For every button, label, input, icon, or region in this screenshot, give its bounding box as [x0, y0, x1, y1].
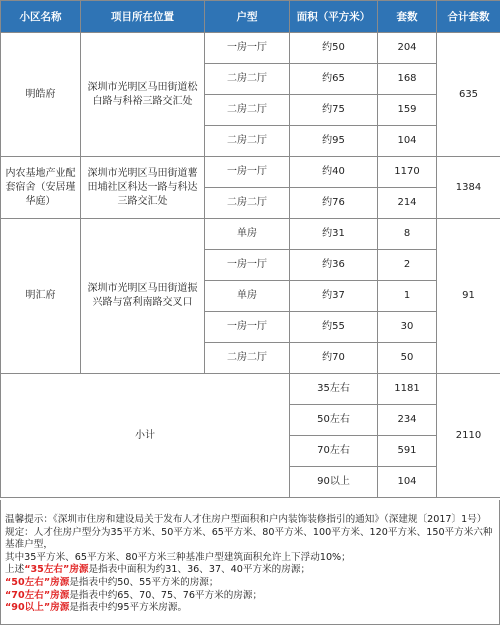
notice-line — [5, 564, 495, 577]
unit-type-cell: 一房一厅 — [205, 157, 290, 188]
area-cell: 约31 — [290, 219, 378, 250]
header-row — [1, 1, 500, 33]
subtotal-count-cell: 104 — [378, 467, 437, 498]
unit-type-cell: 一房一厅 — [205, 312, 290, 343]
count-cell: 104 — [378, 126, 437, 157]
notice-highlight: “50左右”房源 — [5, 576, 70, 588]
notice-box — [0, 500, 500, 625]
notice-line — [5, 602, 495, 615]
community-location: 深圳市光明区马田街道薯田埔社区科达一路与科达三路交汇处 — [81, 157, 205, 219]
subtotal-count-cell: 234 — [378, 405, 437, 436]
unit-type-cell: 二房二厅 — [205, 95, 290, 126]
notice-highlight: “35左右”房源 — [24, 564, 89, 576]
notice-highlight: “70左右”房源 — [5, 589, 70, 601]
subtotal-count-cell: 591 — [378, 436, 437, 467]
subtotal-area-cell: 50左右 — [290, 405, 378, 436]
notice-line — [5, 590, 495, 603]
notice-text: 是指表中面积为约31、36、37、40平方米的房源； — [88, 564, 311, 576]
notice-text: 是指表中约50、55平方米的房源； — [69, 576, 219, 588]
area-cell: 约65 — [290, 64, 378, 95]
count-cell: 30 — [378, 312, 437, 343]
community-name: 明汇府 — [1, 219, 81, 374]
count-cell: 168 — [378, 64, 437, 95]
count-cell: 1 — [378, 281, 437, 312]
table-row — [1, 157, 500, 188]
unit-type-cell: 单房 — [205, 219, 290, 250]
area-cell: 约36 — [290, 250, 378, 281]
notice-highlight: “90以上”房源 — [5, 602, 70, 614]
notice-text: 是指表中约65、70、75、76平方米的房源； — [69, 589, 263, 601]
community-location: 深圳市光明区马田街道松白路与科裕三路交汇处 — [81, 33, 205, 157]
total-cell: 635 — [437, 33, 500, 157]
count-cell: 214 — [378, 188, 437, 219]
notice-line: 其中35平方米、65平方米、80平方米三种基准户型建筑面积允许上下浮动10%； — [5, 551, 351, 563]
table-row — [1, 33, 500, 64]
subtotal-area-cell: 35左右 — [290, 374, 378, 405]
unit-type-cell: 二房二厅 — [205, 126, 290, 157]
area-cell: 约95 — [290, 126, 378, 157]
subtotal-area-cell: 90以上 — [290, 467, 378, 498]
community-name: 内农基地产业配套宿舍（安居瑾华庭） — [1, 157, 81, 219]
area-cell: 约50 — [290, 33, 378, 64]
header-total: 合计套数 — [437, 1, 500, 33]
header-area: 面积（平方米） — [290, 1, 378, 33]
count-cell: 204 — [378, 33, 437, 64]
count-cell: 50 — [378, 343, 437, 374]
notice-text: 是指表中约95平方米房源。 — [69, 602, 188, 614]
notice-line: 温馨提示：《深圳市住房和建设局关于发布人才住房户型面积和户内装饰装修指引的通知》（深建规〔2017〕1号）规定：人才住房户型分为35平方米、50平方米、65平方米、80平方米、100平方米、120平方米、150平方米六种基准户型， — [5, 514, 493, 551]
subtotal-label: 小计 — [1, 374, 290, 498]
unit-type-cell: 二房二厅 — [205, 188, 290, 219]
count-cell: 1170 — [378, 157, 437, 188]
header-location: 项目所在位置 — [81, 1, 205, 33]
subtotal-total: 2110 — [437, 374, 500, 498]
unit-type-cell: 一房一厅 — [205, 33, 290, 64]
community-name: 明皓府 — [1, 33, 81, 157]
header-count: 套数 — [378, 1, 437, 33]
area-cell: 约55 — [290, 312, 378, 343]
count-cell: 159 — [378, 95, 437, 126]
unit-type-cell: 单房 — [205, 281, 290, 312]
area-cell: 约75 — [290, 95, 378, 126]
notice-line — [5, 577, 495, 590]
community-location: 深圳市光明区马田街道振兴路与富利南路交叉口 — [81, 219, 205, 374]
unit-type-cell: 二房二厅 — [205, 64, 290, 95]
area-cell: 约70 — [290, 343, 378, 374]
total-cell: 91 — [437, 219, 500, 374]
count-cell: 2 — [378, 250, 437, 281]
total-cell: 1384 — [437, 157, 500, 219]
area-cell: 约40 — [290, 157, 378, 188]
count-cell: 8 — [378, 219, 437, 250]
area-cell: 约37 — [290, 281, 378, 312]
subtotal-area-cell: 70左右 — [290, 436, 378, 467]
subtotal-count-cell: 1181 — [378, 374, 437, 405]
unit-type-cell: 二房二厅 — [205, 343, 290, 374]
header-unit-type: 户型 — [205, 1, 290, 33]
table-row — [1, 219, 500, 250]
subtotal-row — [1, 374, 500, 405]
area-cell: 约76 — [290, 188, 378, 219]
header-community: 小区名称 — [1, 1, 81, 33]
notice-text: 上述 — [5, 564, 25, 576]
unit-type-cell: 一房一厅 — [205, 250, 290, 281]
